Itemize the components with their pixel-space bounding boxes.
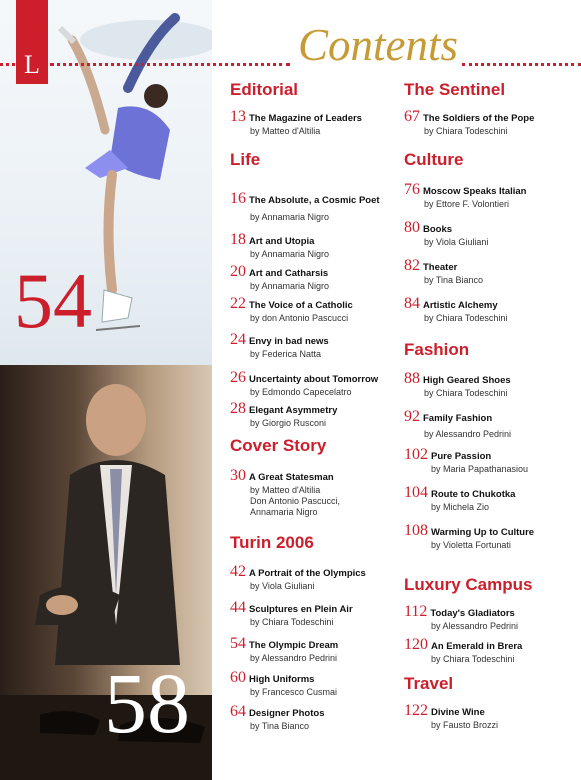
article-title: Family Fashion [423, 413, 493, 424]
page-number: 16 [230, 190, 246, 207]
article-author: by Annamaria Nigro [250, 212, 330, 222]
section-heading-culture: Culture [404, 150, 464, 169]
section-heading-cover-story: Cover Story [230, 436, 327, 455]
photo-page-number-top: 54 [14, 257, 92, 344]
article-title: The Soldiers of the Pope [423, 113, 535, 124]
page-number: 28 [230, 400, 246, 417]
toc-entry[interactable] [404, 484, 515, 513]
page-number: 104 [404, 484, 428, 501]
article-title: The Magazine of Leaders [249, 113, 362, 124]
toc-entry[interactable] [230, 467, 340, 518]
toc-entry[interactable] [404, 446, 528, 475]
article-author: by Chiara Todeschini [424, 126, 508, 136]
page-number: 13 [230, 108, 246, 125]
article-author: by Francesco Cusmai [250, 687, 338, 697]
page-number: 84 [404, 295, 420, 312]
page-number: 42 [230, 563, 246, 580]
toc-entry[interactable] [230, 703, 325, 732]
article-title: A Portrait of the Olympics [249, 568, 366, 579]
article-title: The Olympic Dream [249, 640, 339, 651]
page-number: 120 [404, 636, 428, 653]
toc-entry[interactable] [404, 408, 511, 440]
page-number: 20 [230, 263, 246, 280]
article-author: by Ettore F. Volontieri [424, 199, 510, 209]
dotted-divider-middle [50, 63, 290, 66]
article-author: by Violetta Fortunati [431, 540, 511, 550]
toc-entry[interactable] [230, 108, 362, 137]
article-title: Moscow Speaks Italian [423, 186, 527, 197]
section-heading-the-sentinel: The Sentinel [404, 80, 506, 99]
article-author-2: Don Antonio Pascucci, [250, 496, 341, 506]
article-author-3: Annamaria Nigro [250, 507, 318, 517]
page-title: Contents [298, 20, 459, 70]
toc-entry[interactable] [404, 522, 534, 551]
magazine-logo [16, 0, 48, 84]
article-title: High Uniforms [249, 674, 315, 685]
page-number: 76 [404, 181, 420, 198]
dotted-divider-left [0, 63, 15, 66]
article-title: Pure Passion [431, 451, 492, 462]
toc-entry[interactable] [230, 669, 337, 698]
article-author: by Matteo d'Altilia [250, 485, 321, 495]
article-title: Warming Up to Culture [431, 527, 535, 538]
page-number: 30 [230, 467, 246, 484]
article-title: Books [423, 224, 453, 235]
section-heading-turin-2006: Turin 2006 [230, 533, 314, 552]
toc-entry[interactable] [230, 369, 378, 398]
page-number: 54 [230, 635, 246, 652]
toc-entry[interactable] [404, 702, 498, 731]
article-title: Sculptures en Plein Air [249, 604, 353, 615]
article-title: A Great Statesman [249, 472, 334, 483]
toc-entry[interactable] [230, 295, 353, 324]
page-number: 122 [404, 702, 428, 719]
article-author: by Federica Natta [250, 349, 322, 359]
photo-page-number-bottom: 58 [104, 655, 190, 751]
article-title: The Voice of a Catholic [249, 300, 353, 311]
article-author: by Maria Papathanasiou [431, 464, 529, 474]
article-author: by Alessandro Pedrini [250, 653, 338, 663]
page-number: 60 [230, 669, 246, 686]
toc-entry[interactable] [404, 219, 488, 248]
page-number: 26 [230, 369, 246, 386]
article-author: by Matteo d'Altilia [250, 126, 321, 136]
article-author: by Tina Bianco [424, 275, 484, 285]
page-number: 22 [230, 295, 246, 312]
article-title: Art and Catharsis [249, 268, 329, 279]
section-heading-editorial: Editorial [230, 80, 299, 99]
article-title: Designer Photos [249, 708, 325, 719]
article-author: by Tina Bianco [250, 721, 310, 731]
page-number: 67 [404, 108, 420, 125]
toc-entry[interactable] [404, 636, 522, 665]
toc-entry[interactable] [230, 263, 329, 292]
toc-entry[interactable] [404, 370, 511, 399]
toc-entry[interactable] [230, 563, 366, 592]
article-title: Art and Utopia [249, 236, 315, 247]
toc-entry[interactable] [230, 331, 329, 360]
article-title: Theater [423, 262, 458, 273]
toc-entry[interactable] [404, 295, 507, 324]
page-number: 102 [404, 446, 428, 463]
article-author: by Alessandro Pedrini [431, 621, 519, 631]
article-author: by Edmondo Capecelatro [250, 387, 352, 397]
article-title: Divine Wine [431, 707, 485, 718]
toc-entry[interactable] [230, 400, 337, 429]
article-author: by Michela Zio [431, 502, 490, 512]
page-number: 82 [404, 257, 420, 274]
page-number: 88 [404, 370, 420, 387]
article-author: by Viola Giuliani [424, 237, 489, 247]
article-author: by Viola Giuliani [250, 581, 315, 591]
page-number: 108 [404, 522, 428, 539]
article-title: Uncertainty about Tomorrow [249, 374, 379, 385]
toc-entry[interactable] [404, 603, 518, 632]
article-author: by Giorgio Rusconi [250, 418, 327, 428]
article-title: Route to Chukotka [431, 489, 516, 500]
toc-entry[interactable] [230, 599, 353, 628]
page-number: 44 [230, 599, 246, 616]
toc-entry[interactable] [230, 190, 380, 223]
article-title: The Absolute, a Cosmic Poet [249, 195, 380, 206]
toc-entry[interactable] [404, 257, 483, 286]
page-number: 24 [230, 331, 246, 348]
article-author: by Chiara Todeschini [431, 654, 515, 664]
article-author: by Alessandro Pedrini [424, 429, 512, 439]
article-author: by Chiara Todeschini [250, 617, 334, 627]
toc-entry[interactable] [230, 635, 338, 664]
article-title: Elegant Asymmetry [249, 405, 338, 416]
section-heading-luxury-campus: Luxury Campus [404, 575, 533, 594]
page-number: 92 [404, 408, 420, 425]
article-author: by Annamaria Nigro [250, 281, 330, 291]
dotted-divider-right [462, 63, 581, 66]
article-author: by Chiara Todeschini [424, 388, 508, 398]
page-number: 64 [230, 703, 246, 720]
article-title: Today's Gladiators [430, 608, 515, 619]
toc-entry[interactable] [404, 108, 534, 137]
page-number: 112 [404, 603, 428, 620]
section-heading-fashion: Fashion [404, 340, 470, 359]
article-author: by Fausto Brozzi [431, 720, 499, 730]
article-title: Artistic Alchemy [423, 300, 498, 311]
logo-letter: L [24, 50, 40, 79]
page-number: 18 [230, 231, 246, 248]
toc-entry[interactable] [404, 181, 526, 210]
toc-entry[interactable] [230, 231, 329, 260]
article-title: Envy in bad news [249, 336, 329, 347]
page-number: 80 [404, 219, 420, 236]
article-author: by Chiara Todeschini [424, 313, 508, 323]
section-heading-travel: Travel [404, 674, 454, 693]
article-author: by Annamaria Nigro [250, 249, 330, 259]
article-title: An Emerald in Brera [431, 641, 523, 652]
section-heading-life: Life [230, 150, 261, 169]
article-author: by don Antonio Pascucci [250, 313, 349, 323]
article-title: High Geared Shoes [423, 375, 511, 386]
